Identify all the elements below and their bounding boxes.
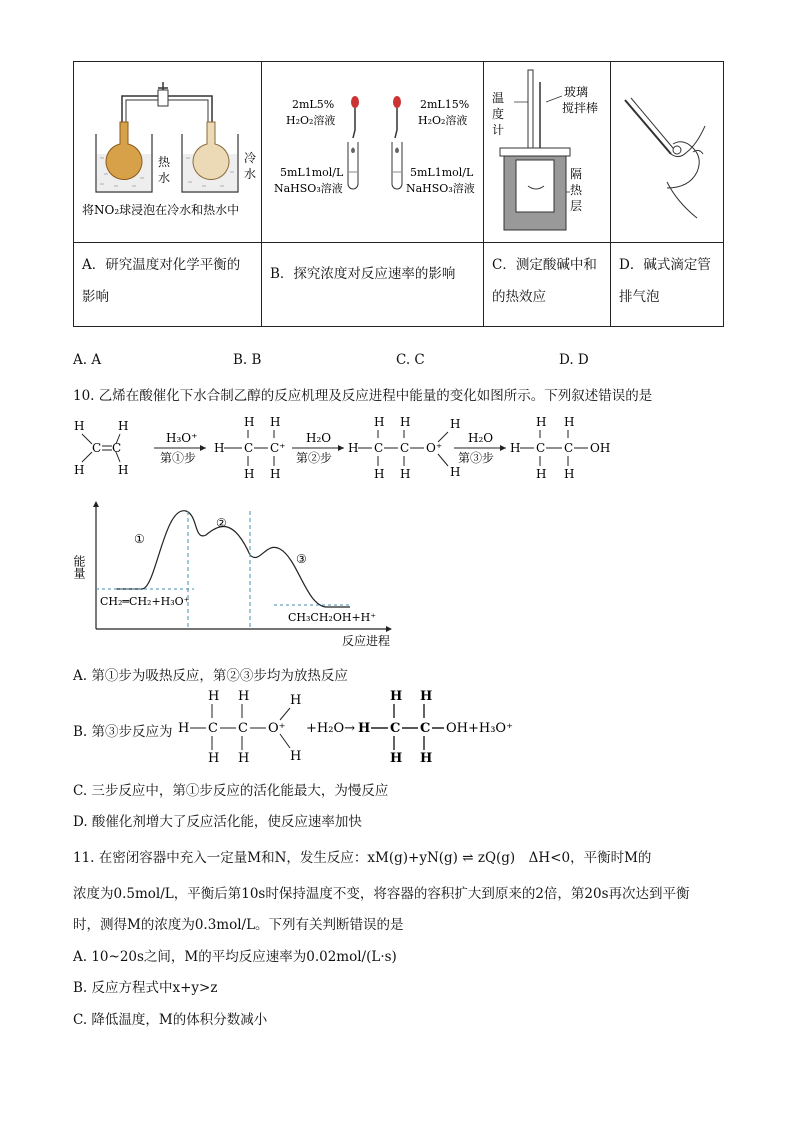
svg-text:5mL1mol/L: 5mL1mol/L [280,166,344,179]
q10-option-c: C. 三步反应中，第①步反应的活化能最大，为慢反应 [73,783,389,799]
svg-text:冷: 冷 [244,151,257,165]
svg-text:温: 温 [492,91,505,105]
svg-text:H: H [270,467,281,481]
experiment-table [73,61,724,327]
svg-text:度: 度 [492,107,505,121]
svg-text:热: 热 [570,183,583,197]
svg-text:NaHSO₃溶液: NaHSO₃溶液 [274,182,343,195]
q10-option-b-prefix: B. 第③步反应为 [73,724,173,740]
svg-text:H: H [74,463,85,477]
svg-text:搅拌棒: 搅拌棒 [562,101,599,115]
burette-figure [611,62,723,238]
svg-text:H₂O: H₂O [306,431,332,445]
svg-text:H: H [208,751,220,766]
caption-c: C．测定酸碱中和的热效应 [484,243,611,327]
svg-text:H: H [244,467,255,481]
fig-a-label: 将NO₂球浸泡在冷水和热水中 [82,203,240,217]
svg-text:H: H [400,415,411,429]
svg-text:2mL15%: 2mL15% [420,98,470,111]
q9-option-a: A. A [73,352,102,368]
svg-text:H₂O₂溶液: H₂O₂溶液 [286,114,336,127]
svg-text:OH+H₃O⁺: OH+H₃O⁺ [446,721,513,736]
svg-text:H₃O⁺: H₃O⁺ [166,431,198,445]
svg-text:H: H [450,465,461,479]
cell-c-figure [484,62,611,243]
cell-a-figure [74,62,262,243]
svg-text:C: C [374,441,384,455]
svg-text:玻璃: 玻璃 [564,85,589,99]
no2-bulbs-figure [74,62,261,238]
svg-text:C: C [536,441,546,455]
q10-option-a: A. 第①步为吸热反应，第②③步均为放热反应 [73,668,348,684]
h2o2-tubes-figure [262,62,483,238]
q10-stem: 10. 乙烯在酸催化下水合制乙醇的反应机理及反应进程中能量的变化如图所示。下列叙述错误的是 [73,388,653,404]
caption-d: D．碱式滴定管排气泡 [611,243,724,327]
svg-text:H: H [564,415,575,429]
cell-b-figure [262,62,484,243]
svg-text:H: H [390,751,403,766]
svg-text:H: H [420,689,433,704]
svg-text:H: H [238,751,250,766]
q11-option-b: B. 反应方程式中x+y>z [73,980,218,996]
svg-text:H: H [536,467,547,481]
q9-option-c: C. C [396,352,425,368]
svg-text:②: ② [216,516,227,530]
svg-text:H: H [238,689,250,704]
step2-label: 第②步 [296,451,333,465]
svg-text:5mL1mol/L: 5mL1mol/L [410,166,474,179]
svg-text:C: C [208,721,218,736]
svg-text:H: H [270,415,281,429]
svg-text:C: C [238,721,248,736]
cell-d-figure [611,62,724,243]
svg-text:C: C [244,441,254,455]
svg-text:C⁺: C⁺ [270,441,286,455]
svg-text:①: ① [134,532,145,546]
svg-text:C: C [112,441,122,455]
svg-text:H: H [420,751,433,766]
q9-option-d: D. D [559,352,589,368]
svg-text:H₂O₂溶液: H₂O₂溶液 [418,114,468,127]
q11-option-a: A. 10~20s之间，M的平均反应速率为0.02mol/(L·s) [73,949,397,965]
svg-text:H: H [564,467,575,481]
svg-text:H: H [208,689,220,704]
svg-text:H: H [374,415,385,429]
hot-label-2: 水 [158,171,171,185]
q10-option-b-equation [176,686,516,766]
q11-stem-line1: 11. 在密闭容器中充入一定量M和N，发生反应：xM(g)+yN(g) ⇌ zQ(g) ΔH<0，平衡时M的 [73,850,652,866]
caption-a: A．研究温度对化学平衡的影响 [74,243,262,327]
svg-text:H: H [118,419,129,433]
svg-text:H₂O: H₂O [468,431,494,445]
calorimeter-figure [484,62,610,238]
svg-text:H: H [178,721,190,736]
svg-text:C: C [564,441,574,455]
svg-text:H: H [510,441,521,455]
progress-axis-label: 反应进程 [342,634,391,648]
svg-text:H: H [536,415,547,429]
hot-label-1: 热 [158,155,171,169]
svg-text:③: ③ [296,552,307,566]
svg-text:层: 层 [570,199,583,213]
svg-text:H: H [390,689,403,704]
q11-stem-line3: 时，测得M的浓度为0.3mol/L。下列有关判断错误的是 [73,917,404,933]
svg-text:H: H [450,417,461,431]
svg-text:隔: 隔 [570,167,583,181]
mechanism-scheme [70,412,630,492]
q11-option-c: C. 降低温度，M的体积分数减小 [73,1012,268,1028]
svg-text:+H₂O→: +H₂O→ [306,721,355,736]
svg-text:O⁺: O⁺ [268,721,286,736]
q10-option-d: D. 酸催化剂增大了反应活化能，使反应速率加快 [73,814,362,830]
svg-text:H: H [400,467,411,481]
svg-text:H: H [118,463,129,477]
product-label: CH₃CH₂OH+H⁺ [288,611,377,624]
svg-text:H: H [290,749,302,764]
svg-text:2mL5%: 2mL5% [292,98,335,111]
svg-text:C: C [390,721,401,736]
svg-text:H: H [244,415,255,429]
svg-text:H: H [348,441,359,455]
reactant-label: CH₂═CH₂+H₃O⁺ [100,595,190,608]
energy-axis-label: 能量 [72,555,86,579]
q11-stem-line2: 浓度为0.5mol/L，平衡后第10s时保持温度不变，将容器的容积扩大到原来的2倍，第20s再次达到平衡 [73,886,690,902]
step1-label: 第①步 [160,451,197,465]
energy-profile-diagram [74,497,414,652]
svg-text:水: 水 [244,167,257,181]
svg-text:H: H [290,693,302,708]
svg-text:C: C [420,721,431,736]
svg-text:OH: OH [590,441,611,455]
step3-label: 第③步 [458,451,495,465]
svg-text:H: H [74,419,85,433]
svg-text:C: C [92,441,102,455]
svg-text:计: 计 [492,123,505,137]
svg-text:H: H [374,467,385,481]
svg-text:H: H [358,721,371,736]
svg-text:C: C [400,441,410,455]
svg-text:H: H [214,441,225,455]
q9-option-b: B. B [233,352,262,368]
svg-text:O⁺: O⁺ [426,441,443,455]
svg-text:NaHSO₃溶液: NaHSO₃溶液 [406,182,475,195]
caption-b: B．探究浓度对反应速率的影响 [262,243,484,327]
